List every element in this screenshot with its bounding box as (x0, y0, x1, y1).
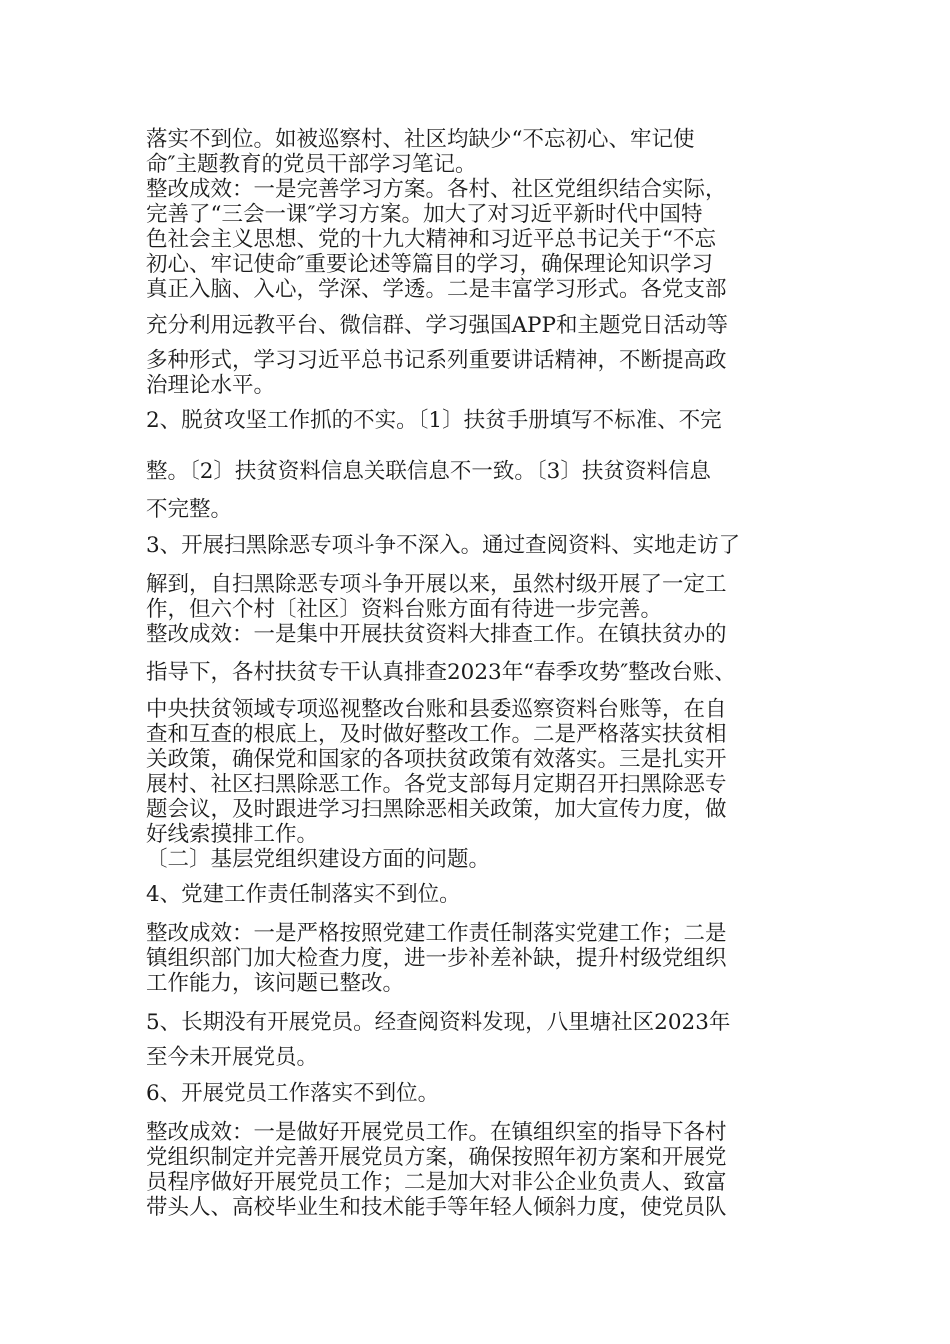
text-line: 6、开展党员工作落实不到位。 (146, 1081, 440, 1106)
text-line: 落实不到位。如被巡察村、社区均缺少“不忘初心、牢记使 (146, 127, 695, 152)
text-line: 工作能力，该问题已整改。 (146, 971, 405, 996)
text-line: 整改成效：一是严格按照党建工作责任制落实党建工作；二是 (146, 921, 727, 946)
text-line: 题会议，及时跟进学习扫黑除恶相关政策，加大宣传力度，做 (146, 797, 727, 822)
text-line: 多种形式，学习习近平总书记系列重要讲话精神，不断提高政 (146, 348, 727, 373)
text-line: 作，但六个村〔社区〕资料台账方面有待进一步完善。 (146, 597, 663, 622)
text-line: 2、脱贫攻坚工作抓的不实。〔1〕扶贫手册填写不标准、不完 (146, 408, 722, 433)
text-line: 带头人、高校毕业生和技术能手等年轻人倾斜力度，使党员队 (146, 1195, 727, 1220)
text-line: 不完整。 (146, 497, 233, 522)
text-line: 整改成效：一是完善学习方案。各村、社区党组织结合实际， (146, 177, 727, 202)
text-line: 指导下，各村扶贫专干认真排查2023年“春季攻势″整改台账、 (146, 660, 736, 685)
text-line: 展村、社区扫黑除恶工作。各党支部每月定期召开扫黑除恶专 (146, 772, 727, 797)
text-line: 解到，自扫黑除恶专项斗争开展以来，虽然村级开展了一定工 (146, 572, 727, 597)
text-line: 员程序做好开展党员工作；二是加大对非公企业负责人、致富 (146, 1170, 727, 1195)
text-line: 命″主题教育的党员干部学习笔记。 (146, 152, 477, 177)
text-line: 5、长期没有开展党员。经查阅资料发现，八里塘社区2023年 (146, 1010, 731, 1035)
text-line: 整改成效：一是做好开展党员工作。在镇组织室的指导下各村 (146, 1120, 727, 1145)
text-line: 关政策，确保党和国家的各项扶贫政策有效落实。三是扎实开 (146, 747, 727, 772)
text-line: 完善了“三会一课″学习方案。加大了对习近平新时代中国特 (146, 202, 703, 227)
text-line: 镇组织部门加大检查力度，进一步补差补缺，提升村级党组织 (146, 946, 727, 971)
text-line: 4、党建工作责任制落实不到位。 (146, 882, 461, 907)
text-line: 初心、牢记使命″重要论述等篇目的学习，确保理论知识学习 (146, 252, 714, 277)
text-line: 至今未开展党员。 (146, 1045, 319, 1070)
text-line: 党组织制定并完善开展党员方案，确保按照年初方案和开展党 (146, 1145, 727, 1170)
text-line: 真正入脑、入心，学深、学透。二是丰富学习形式。各党支部 (146, 277, 727, 302)
text-line: 整改成效：一是集中开展扶贫资料大排查工作。在镇扶贫办的 (146, 622, 727, 647)
text-line: 治理论水平。 (146, 373, 276, 398)
text-line: 充分利用远教平台、微信群、学习强国APP和主题党日活动等 (146, 313, 728, 338)
text-line: 查和互查的根底上，及时做好整改工作。二是严格落实扶贫相 (146, 722, 727, 747)
text-line: 色社会主义思想、党的十九大精神和习近平总书记关于“不忘 (146, 227, 716, 252)
text-line: 3、开展扫黑除恶专项斗争不深入。通过查阅资料、实地走访了 (146, 533, 741, 558)
text-line: 〔二〕基层党组织建设方面的问题。 (146, 847, 491, 872)
text-line: 好线索摸排工作。 (146, 822, 319, 847)
text-line: 整。〔2〕扶贫资料信息关联信息不一致。〔3〕扶贫资料信息 (146, 459, 711, 484)
text-line: 中央扶贫领域专项巡视整改台账和县委巡察资料台账等，在自 (146, 697, 727, 722)
